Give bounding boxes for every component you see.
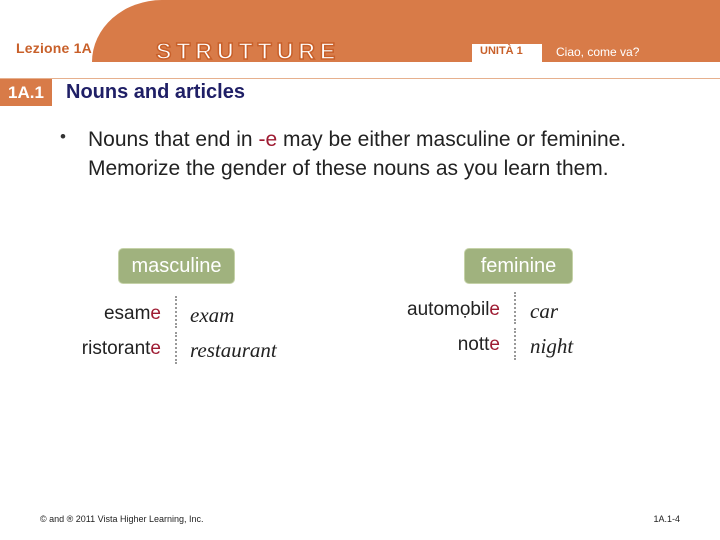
- word-ending: e: [489, 334, 500, 355]
- unit-title: Ciao, come va?: [556, 45, 640, 59]
- ending-highlight: -e: [258, 128, 278, 151]
- feminine-word-1: [380, 299, 500, 321]
- word-stem: automọbil: [407, 299, 490, 320]
- bullet-text: [88, 125, 688, 183]
- lesson-label: Lezione 1A: [16, 40, 92, 56]
- masculine-translation-2: restaurant: [190, 338, 277, 362]
- bullet-text-before: Nouns that end in: [88, 128, 259, 151]
- feminine-translation-1: car: [530, 299, 558, 323]
- masculine-heading: masculine: [118, 248, 235, 284]
- bullet-text-after: may be either masculine or feminine. Memorize the gender of these nouns as you learn them.: [88, 128, 627, 180]
- section-divider: [0, 78, 720, 79]
- section-number: 1A.1: [8, 83, 44, 102]
- column-divider: [175, 296, 177, 328]
- masculine-word-1: [40, 303, 161, 325]
- bullet-icon: •: [60, 127, 66, 146]
- word-ending: e: [150, 338, 161, 359]
- feminine-heading: feminine: [464, 248, 573, 284]
- masculine-word-2: [40, 338, 161, 360]
- word-stem: ristorant: [81, 338, 151, 359]
- word-stem: nott: [457, 334, 490, 355]
- column-divider: [175, 332, 177, 364]
- section-title: Nouns and articles: [66, 81, 245, 103]
- feminine-translation-2: night: [530, 334, 574, 358]
- masculine-translation-1: exam: [190, 303, 235, 327]
- column-divider: [514, 328, 516, 360]
- feminine-word-2: [380, 334, 500, 356]
- section-name: STRUTTURE: [156, 38, 341, 64]
- page-number: 1A.1-4: [653, 514, 680, 524]
- word-stem: esam: [103, 303, 151, 324]
- copyright-text: © and ® 2011 Vista Higher Learning, Inc.: [40, 514, 204, 524]
- unit-label: UNITÀ 1: [480, 45, 523, 57]
- column-divider: [514, 292, 516, 324]
- word-ending: e: [489, 299, 500, 320]
- word-ending: e: [150, 303, 161, 324]
